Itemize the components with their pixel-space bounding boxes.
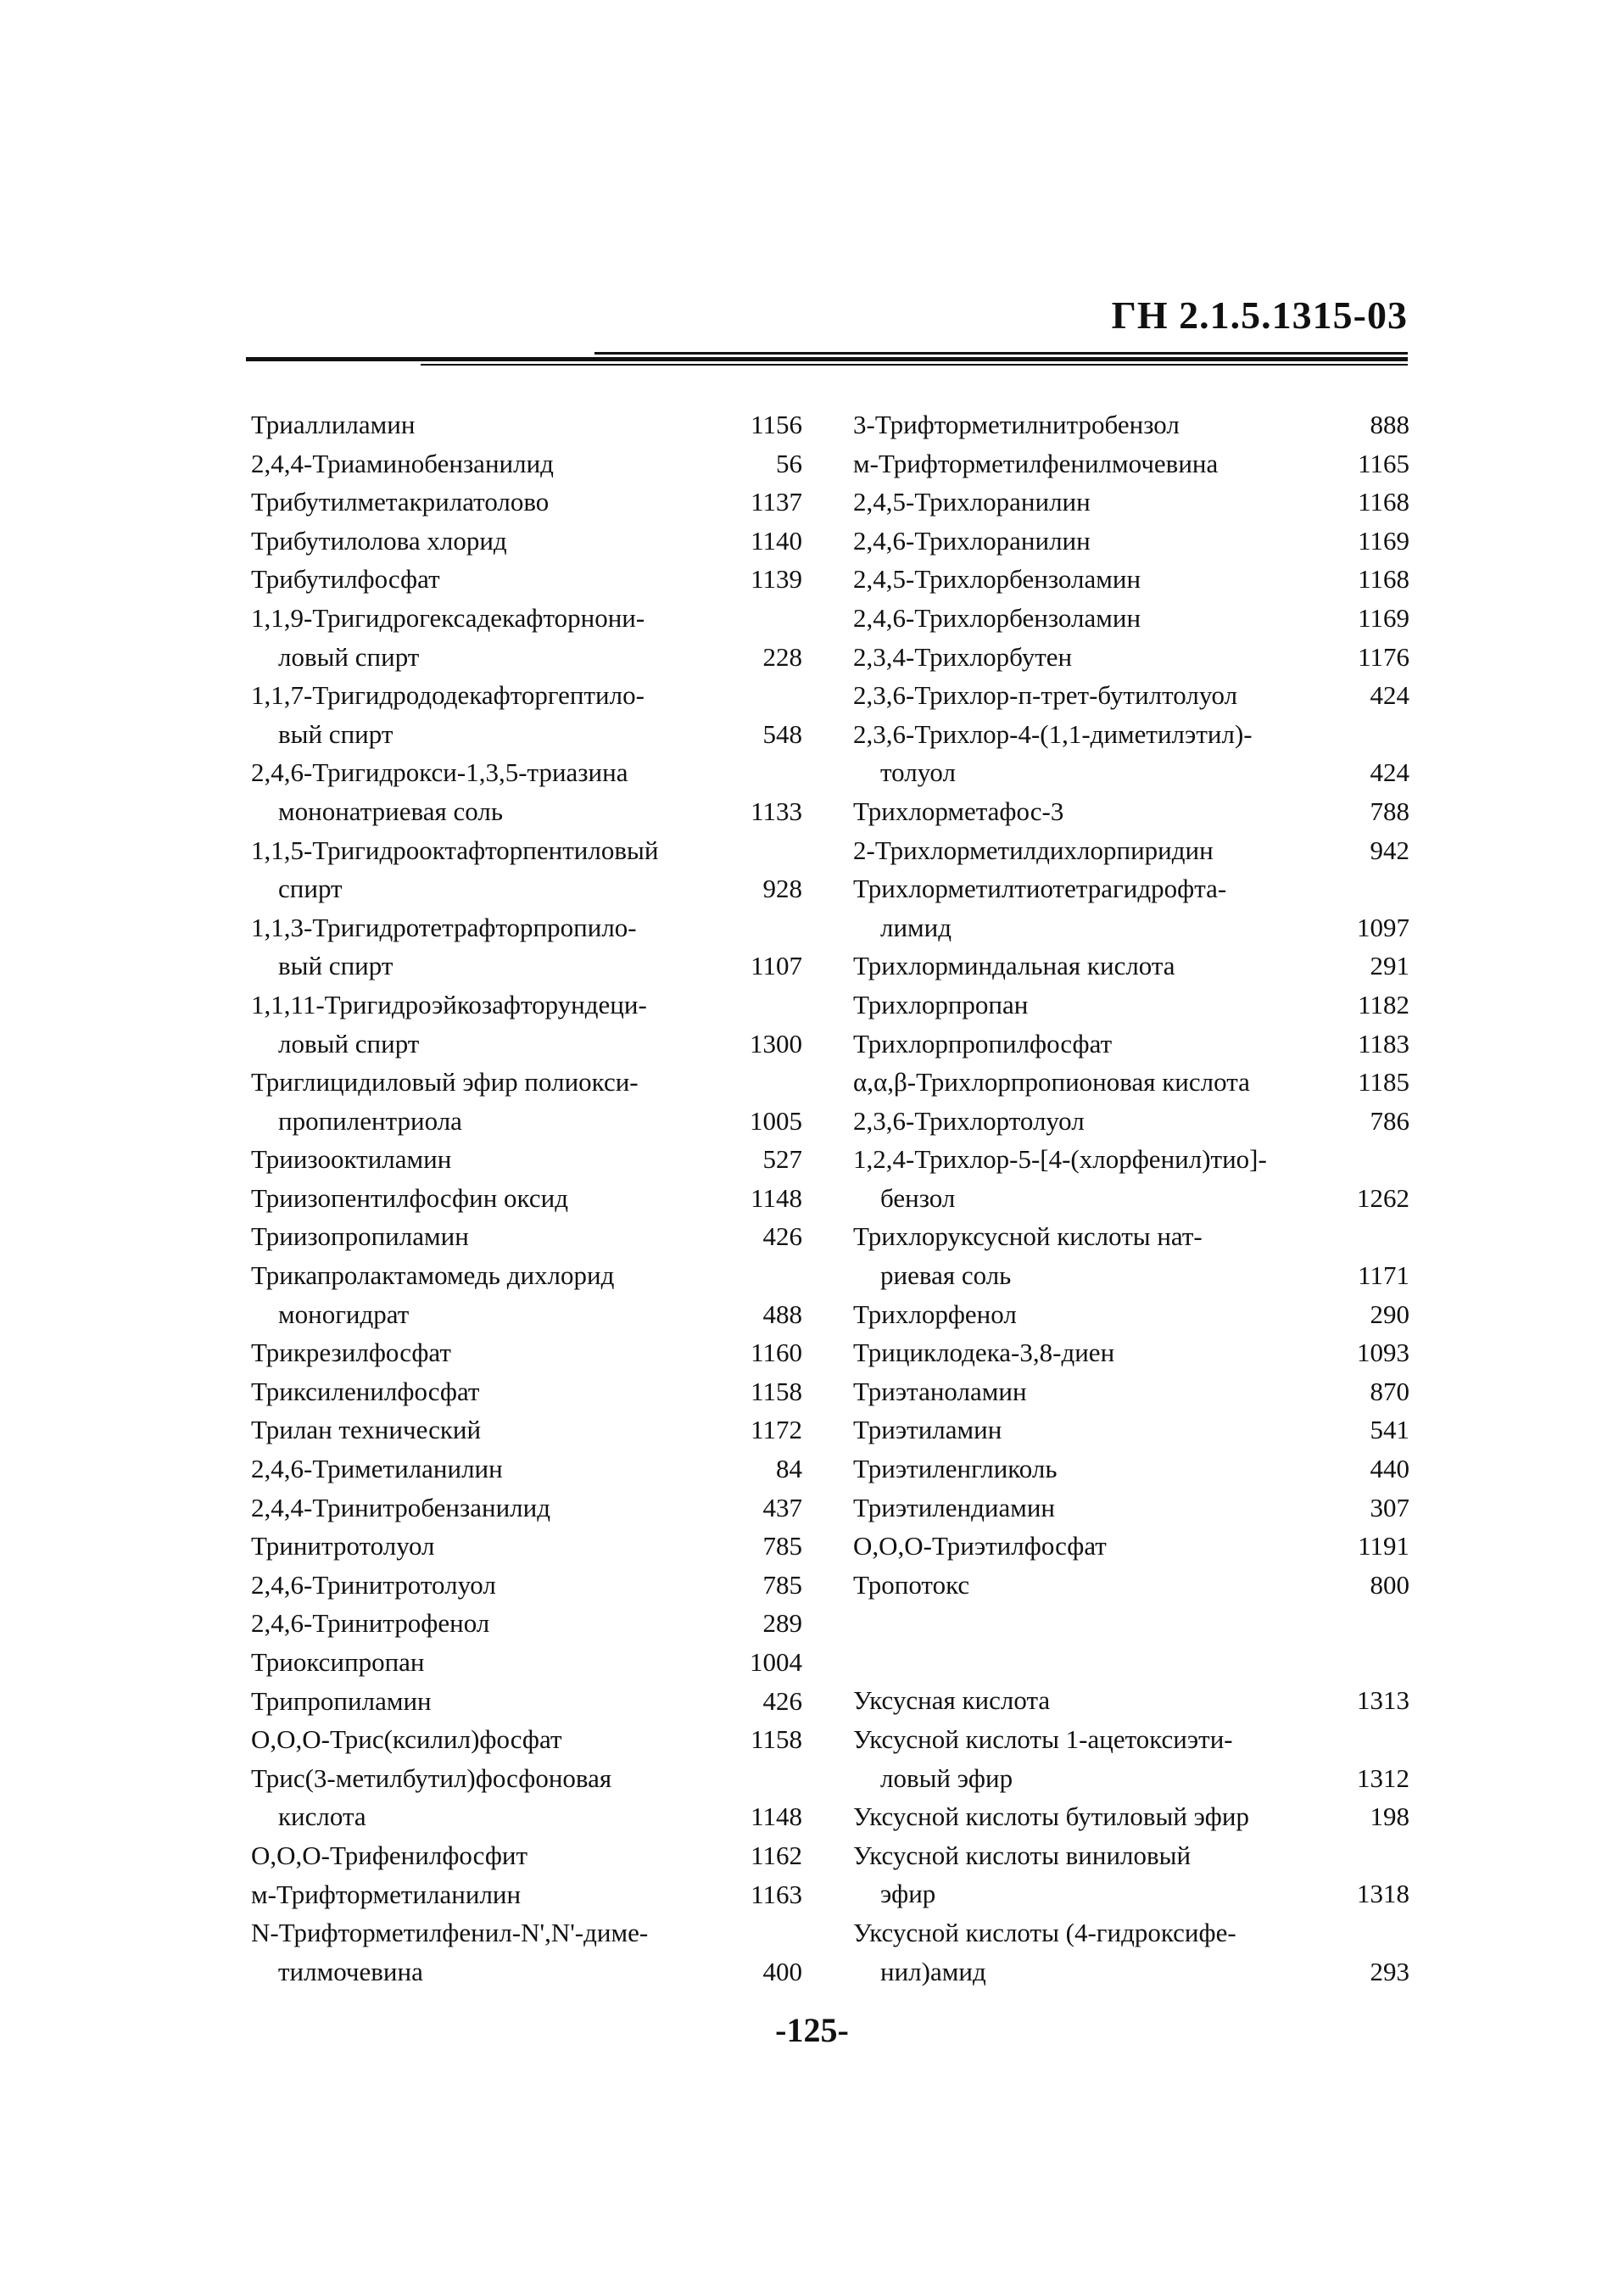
index-entry bbox=[853, 831, 1409, 870]
index-entry-continuation bbox=[251, 1025, 802, 1064]
index-entry bbox=[251, 522, 802, 561]
index-entry bbox=[251, 1836, 802, 1875]
index-page-ref: 1191 bbox=[1358, 1531, 1409, 1561]
index-page-ref: 870 bbox=[1370, 1376, 1409, 1406]
index-entry-continuation bbox=[853, 1952, 1409, 1991]
index-entry-continuation bbox=[853, 1874, 1409, 1913]
index-term: 2,4,6-Тринитрофенол bbox=[251, 1608, 490, 1639]
index-entry bbox=[853, 1025, 1409, 1064]
index-entry-line bbox=[251, 1333, 802, 1372]
index-entry bbox=[853, 1489, 1409, 1528]
index-term: Тринитротолуол bbox=[251, 1531, 435, 1561]
index-term: 2,4,6-Тригидрокси-1,3,5-триазина bbox=[251, 757, 628, 788]
index-entry bbox=[853, 1063, 1409, 1102]
index-term: 1,1,7-Тригидрододекафторгептило- bbox=[251, 680, 645, 711]
index-term: Триэтаноламин bbox=[853, 1376, 1027, 1406]
index-term: мононатриевая соль bbox=[278, 796, 503, 826]
index-page-ref: 293 bbox=[1370, 1956, 1409, 1986]
index-page-ref: 1097 bbox=[1357, 912, 1409, 942]
index-term: 2,3,6-Трихлортолуол bbox=[853, 1105, 1085, 1136]
index-entry-line bbox=[853, 986, 1409, 1025]
index-entry bbox=[251, 483, 802, 522]
index-entry-line bbox=[853, 1217, 1409, 1256]
index-entry-continuation bbox=[251, 869, 802, 908]
index-term: Триизопентилфосфин оксид bbox=[251, 1182, 568, 1213]
index-entry-line bbox=[251, 1410, 802, 1450]
index-term: 2,4,6-Трихлорбензоламин bbox=[853, 602, 1141, 633]
index-entry-line bbox=[251, 1720, 802, 1759]
index-term: Трикапролактамомедь дихлорид bbox=[251, 1260, 615, 1291]
index-entry bbox=[853, 1797, 1409, 1836]
index-entry-line bbox=[251, 1179, 802, 1218]
index-term: α,α,β-Трихлорпропионовая кислота bbox=[853, 1067, 1250, 1098]
index-term: 2,3,6-Трихлор-4-(1,1-диметилэтил)- bbox=[853, 718, 1253, 749]
index-term: O,O,O-Трифенилфосфит bbox=[251, 1840, 528, 1870]
index-entry-line bbox=[251, 599, 802, 638]
index-term: 2,3,6-Трихлор-п-трет-бутилтолуол bbox=[853, 680, 1238, 711]
index-page-ref: 228 bbox=[762, 641, 802, 672]
document-code: ГН 2.1.5.1315-03 bbox=[1111, 293, 1408, 337]
index-page-ref: 1139 bbox=[751, 564, 802, 595]
index-entry-line bbox=[251, 522, 802, 561]
header-rule bbox=[246, 352, 1408, 367]
index-entry-continuation bbox=[853, 753, 1409, 792]
index-entry bbox=[853, 444, 1409, 483]
index-page-ref: 1004 bbox=[750, 1647, 802, 1677]
index-entry-line bbox=[251, 1372, 802, 1411]
index-page-ref: 1318 bbox=[1357, 1879, 1409, 1909]
index-entry-line bbox=[251, 1217, 802, 1256]
index-entry-line bbox=[251, 1489, 802, 1528]
index-page-ref: 307 bbox=[1370, 1492, 1409, 1522]
index-term: м-Трифторметилфенилмочевина bbox=[853, 448, 1219, 478]
index-entry bbox=[853, 1450, 1409, 1489]
index-page-ref: 1005 bbox=[750, 1105, 802, 1136]
index-term: Трихлоруксусной кислоты нат- bbox=[853, 1221, 1203, 1252]
index-page-ref: 290 bbox=[1370, 1299, 1409, 1329]
index-page-ref: 437 bbox=[762, 1492, 802, 1522]
index-entry-continuation bbox=[251, 1797, 802, 1836]
index-term: 2,4,4-Тринитробензанилид bbox=[251, 1492, 551, 1522]
index-term: нил)амид bbox=[880, 1956, 986, 1986]
index-page-ref: 786 bbox=[1370, 1105, 1409, 1136]
index-entry bbox=[853, 1217, 1409, 1294]
index-page-ref: 289 bbox=[762, 1608, 802, 1639]
index-entry bbox=[251, 405, 802, 444]
index-page-ref: 1262 bbox=[1357, 1182, 1409, 1213]
index-entry-line bbox=[251, 1875, 802, 1914]
index-page-ref: 1168 bbox=[1358, 564, 1409, 595]
index-entry-continuation bbox=[251, 715, 802, 754]
index-term: толуол bbox=[880, 757, 956, 788]
index-term: Трилан технический bbox=[251, 1415, 482, 1445]
index-term: Трибутилметакрилатолово bbox=[251, 487, 550, 517]
index-entry bbox=[853, 1333, 1409, 1372]
index-entry-line bbox=[251, 1256, 802, 1295]
index-entry bbox=[853, 869, 1409, 947]
index-page-ref: 1107 bbox=[751, 951, 802, 981]
index-entry-line bbox=[853, 599, 1409, 638]
index-term: Трибутилфосфат bbox=[251, 564, 440, 595]
index-term: Трихлорпропан bbox=[853, 989, 1029, 1019]
index-page-ref: 291 bbox=[1370, 951, 1409, 981]
index-entry-continuation bbox=[251, 1102, 802, 1141]
index-term: риевая соль bbox=[880, 1260, 1012, 1291]
index-entry-line bbox=[853, 1140, 1409, 1179]
index-term: Трихлорфенол bbox=[853, 1299, 1017, 1329]
index-page-ref: 1148 bbox=[751, 1182, 802, 1213]
index-entry bbox=[853, 1102, 1409, 1141]
index-entry-line bbox=[251, 1527, 802, 1566]
index-entry bbox=[251, 676, 802, 753]
header-rule-line bbox=[594, 352, 1408, 355]
index-entry bbox=[251, 1217, 802, 1256]
index-entry-line bbox=[853, 483, 1409, 522]
index-entry bbox=[853, 1836, 1409, 1913]
index-term: 2,3,4-Трихлорбутен bbox=[853, 641, 1073, 672]
index-entry bbox=[853, 1913, 1409, 1991]
index-term: 2,4,5-Трихлорбензоламин bbox=[853, 564, 1141, 595]
index-term: Уксусной кислоты 1-ацетоксиэти- bbox=[853, 1724, 1233, 1754]
index-term: O,O,O-Триэтилфосфат bbox=[853, 1531, 1107, 1561]
index-term: кислота bbox=[278, 1801, 366, 1832]
index-entry-line bbox=[251, 676, 802, 715]
index-term: Трициклодека-3,8-диен bbox=[853, 1338, 1115, 1368]
index-term: м-Трифторметиланилин bbox=[251, 1879, 522, 1909]
index-entry bbox=[251, 1410, 802, 1450]
index-entry-continuation bbox=[251, 638, 802, 677]
index-entry-line bbox=[251, 444, 802, 483]
index-page-ref: 198 bbox=[1370, 1801, 1409, 1832]
index-entry-line bbox=[251, 753, 802, 792]
page-number: -125- bbox=[775, 2011, 849, 2049]
index-entry-continuation bbox=[251, 792, 802, 831]
index-page-ref: 785 bbox=[762, 1569, 802, 1600]
header-rule-line bbox=[246, 357, 1408, 361]
index-term: Триэтилендиамин bbox=[853, 1492, 1056, 1522]
index-entry-line bbox=[853, 676, 1409, 715]
index-page-ref: 785 bbox=[762, 1531, 802, 1561]
index-term: O,O,O-Трис(ксилил)фосфат bbox=[251, 1724, 562, 1755]
index-term: Уксусная кислота bbox=[853, 1685, 1051, 1716]
index-entry bbox=[853, 483, 1409, 522]
index-entry bbox=[853, 638, 1409, 677]
index-entry bbox=[251, 599, 802, 676]
header-rule-line bbox=[421, 364, 1409, 366]
index-entry bbox=[853, 599, 1409, 638]
index-entry-line bbox=[251, 483, 802, 522]
index-page-ref: 1158 bbox=[751, 1724, 802, 1755]
index-page-ref: 84 bbox=[776, 1454, 802, 1484]
index-term: спирт bbox=[278, 874, 343, 904]
index-term: 2,4,5-Трихлоранилин bbox=[853, 487, 1091, 517]
index-entry-line bbox=[853, 1836, 1409, 1875]
index-term: Триаллиламин bbox=[251, 410, 416, 439]
index-page-ref: 1183 bbox=[1358, 1028, 1409, 1059]
index-entry bbox=[853, 715, 1409, 792]
index-entry-continuation bbox=[853, 908, 1409, 947]
index-term: Триглицидиловый эфир полиокси- bbox=[251, 1067, 639, 1098]
index-term: ловый эфир bbox=[880, 1762, 1013, 1793]
index-entry-continuation bbox=[853, 1256, 1409, 1295]
index-entry-line bbox=[251, 1682, 802, 1721]
index-page-ref: 1171 bbox=[1358, 1260, 1409, 1291]
index-term: пропилентриола bbox=[278, 1105, 462, 1136]
index-entry bbox=[251, 1179, 802, 1218]
index-entry bbox=[251, 1759, 802, 1836]
index-entry-line bbox=[853, 1527, 1409, 1566]
index-page-ref: 1137 bbox=[751, 487, 802, 517]
index-entry bbox=[853, 1527, 1409, 1566]
index-page-ref: 1176 bbox=[1358, 641, 1409, 672]
index-page-ref: 1158 bbox=[751, 1376, 802, 1406]
index-entry bbox=[853, 405, 1409, 444]
index-entry-line bbox=[853, 1102, 1409, 1141]
index-term: вый спирт bbox=[278, 718, 393, 749]
index-term: Уксусной кислоты (4-гидроксифе- bbox=[853, 1917, 1236, 1947]
index-entry bbox=[251, 1140, 802, 1179]
index-term: Триизопропиламин bbox=[251, 1221, 469, 1252]
index-entry-line bbox=[251, 831, 802, 870]
index-term: N-Трифторметилфенил-N',N'-диме- bbox=[251, 1918, 649, 1948]
index-entry bbox=[251, 1489, 802, 1528]
index-entry bbox=[251, 1720, 802, 1759]
index-entry-line bbox=[853, 1797, 1409, 1836]
index-page-ref: 1182 bbox=[1358, 989, 1409, 1019]
index-entry bbox=[251, 1372, 802, 1411]
index-term: Триэтиламин bbox=[853, 1415, 1002, 1445]
index-entry bbox=[853, 792, 1409, 831]
index-entry bbox=[251, 1682, 802, 1721]
index-entry-line bbox=[853, 715, 1409, 754]
index-term: 2,4,6-Трихлоранилин bbox=[853, 525, 1091, 556]
index-term: Трихлорметафос-3 bbox=[853, 796, 1064, 826]
index-term: Трихлорпропилфосфат bbox=[853, 1028, 1113, 1059]
index-term: 2,4,4-Триаминобензанилид bbox=[251, 448, 554, 478]
index-entry-continuation bbox=[251, 1295, 802, 1334]
index-page-ref: 56 bbox=[776, 448, 802, 478]
index-entry-line bbox=[853, 1489, 1409, 1528]
index-page-ref: 424 bbox=[1370, 757, 1409, 788]
index-entry bbox=[251, 753, 802, 830]
index-entry bbox=[853, 522, 1409, 561]
index-entry bbox=[251, 1913, 802, 1991]
index-term: тилмочевина bbox=[278, 1956, 423, 1986]
index-entry-line bbox=[251, 1063, 802, 1102]
index-entry-line bbox=[853, 1333, 1409, 1372]
index-entry bbox=[251, 986, 802, 1063]
index-entry bbox=[251, 1063, 802, 1140]
index-term: Тропотокс bbox=[853, 1569, 970, 1600]
index-entry bbox=[251, 1604, 802, 1643]
index-page-ref: 1140 bbox=[751, 525, 802, 556]
index-entry-line bbox=[853, 1720, 1409, 1759]
index-term: Трипропиламин bbox=[251, 1685, 432, 1716]
index-page-ref: 928 bbox=[762, 874, 802, 904]
index-entry bbox=[853, 947, 1409, 986]
index-entry bbox=[251, 1566, 802, 1605]
index-term: ловый спирт bbox=[278, 641, 420, 672]
index-term: Триксиленилфосфат bbox=[251, 1376, 480, 1406]
index-term: эфир bbox=[880, 1879, 936, 1909]
index-entry-line bbox=[853, 1410, 1409, 1450]
index-entry-line bbox=[853, 522, 1409, 561]
index-term: вый спирт bbox=[278, 951, 393, 981]
index-entry bbox=[853, 676, 1409, 715]
index-page-ref: 527 bbox=[762, 1144, 802, 1175]
index-term: лимид bbox=[880, 912, 952, 942]
index-term: Уксусной кислоты бутиловый эфир bbox=[853, 1801, 1249, 1832]
index-entry bbox=[853, 986, 1409, 1025]
index-entry-continuation bbox=[853, 1179, 1409, 1218]
index-page-ref: 1169 bbox=[1358, 602, 1409, 633]
index-page-ref: 1163 bbox=[751, 1879, 802, 1909]
index-page-ref: 1162 bbox=[751, 1840, 802, 1870]
index-page-ref: 548 bbox=[762, 718, 802, 749]
index-page-ref: 1300 bbox=[750, 1028, 802, 1059]
index-page-ref: 1312 bbox=[1357, 1762, 1409, 1793]
index-entry bbox=[251, 1450, 802, 1489]
index-entry-line bbox=[251, 1836, 802, 1875]
index-entry-line bbox=[853, 1450, 1409, 1489]
index-term: 1,1,11-Тригидроэйкозафторундеци- bbox=[251, 989, 647, 1019]
index-term: Триэтиленгликоль bbox=[853, 1454, 1058, 1484]
index-entry bbox=[853, 1681, 1409, 1720]
index-term: 2,4,6-Триметиланилин bbox=[251, 1454, 503, 1484]
index-term: Трикрезилфосфат bbox=[251, 1338, 451, 1368]
index-entry bbox=[853, 1295, 1409, 1334]
index-page-ref: 400 bbox=[762, 1956, 802, 1986]
index-entry-line bbox=[251, 1450, 802, 1489]
index-term: 1,2,4-Трихлор-5-[4-(хлорфенил)тио]- bbox=[853, 1144, 1267, 1175]
index-term: Уксусной кислоты виниловый bbox=[853, 1840, 1191, 1870]
index-entry bbox=[251, 1643, 802, 1682]
index-page-ref: 942 bbox=[1370, 835, 1409, 865]
index-entry bbox=[251, 831, 802, 908]
index-page-ref: 1185 bbox=[1358, 1067, 1409, 1098]
index-entry-line bbox=[853, 405, 1409, 444]
index-term: Трибутилолова хлорид bbox=[251, 525, 507, 556]
index-entry-line bbox=[853, 947, 1409, 986]
index-entry-line bbox=[853, 1913, 1409, 1952]
index-entry bbox=[853, 1566, 1409, 1605]
index-term: моногидрат bbox=[278, 1299, 410, 1329]
index-term: 1,1,9-Тригидрогексадекафторнони- bbox=[251, 602, 645, 633]
index-term: 2-Трихлорметилдихлорпиридин bbox=[853, 835, 1214, 865]
index-page-ref: 788 bbox=[1370, 796, 1409, 826]
index-entry-line bbox=[853, 1063, 1409, 1102]
index-entry bbox=[251, 1256, 802, 1333]
index-entry-line bbox=[251, 1759, 802, 1798]
index-term: Триоксипропан bbox=[251, 1647, 425, 1677]
index-entry-line bbox=[251, 560, 802, 599]
index-entry-line bbox=[853, 560, 1409, 599]
index-entry-continuation bbox=[853, 1759, 1409, 1798]
index-page-ref: 888 bbox=[1370, 410, 1409, 439]
index-term: Трихлорметилтиотетрагидрофта- bbox=[853, 874, 1227, 904]
section-gap bbox=[853, 1604, 1409, 1681]
index-term: 3-Трифторметилнитробензол bbox=[853, 410, 1180, 439]
index-entry-line bbox=[853, 792, 1409, 831]
index-entry-line bbox=[251, 405, 802, 444]
index-entry-line bbox=[853, 831, 1409, 870]
index-entry-line bbox=[853, 1566, 1409, 1605]
index-page-ref: 1172 bbox=[751, 1415, 802, 1445]
index-entry bbox=[251, 1875, 802, 1914]
index-page-ref: 1148 bbox=[751, 1801, 802, 1832]
index-entry-line bbox=[853, 1025, 1409, 1064]
index-page-ref: 1093 bbox=[1357, 1338, 1409, 1368]
index-entry-line bbox=[853, 1372, 1409, 1411]
index-entry-continuation bbox=[251, 947, 802, 986]
index-term: Трихлорминдальная кислота bbox=[853, 951, 1175, 981]
index-term: ловый спирт bbox=[278, 1028, 420, 1059]
index-page-ref: 488 bbox=[762, 1299, 802, 1329]
index-entry bbox=[853, 1140, 1409, 1217]
index-entry-line bbox=[853, 1681, 1409, 1720]
index-column-right bbox=[853, 405, 1409, 1991]
index-entry-continuation bbox=[251, 1952, 802, 1991]
index-entry-line bbox=[251, 986, 802, 1025]
index-page-ref: 800 bbox=[1370, 1569, 1409, 1600]
index-entry-line bbox=[251, 1604, 802, 1643]
index-page-ref: 426 bbox=[762, 1221, 802, 1252]
index-page-ref: 1168 bbox=[1358, 487, 1409, 517]
index-term: 1,1,3-Тригидротетрафторпропило- bbox=[251, 912, 637, 942]
index-term: 1,1,5-Тригидрооктафторпентиловый bbox=[251, 835, 659, 865]
index-column-left bbox=[251, 405, 802, 1991]
index-entry-line bbox=[853, 869, 1409, 908]
index-entry bbox=[251, 560, 802, 599]
index-page-ref: 541 bbox=[1370, 1415, 1409, 1445]
index-page-ref: 1169 bbox=[1358, 525, 1409, 556]
index-page-ref: 1313 bbox=[1357, 1685, 1409, 1716]
index-entry bbox=[853, 1372, 1409, 1411]
index-entry bbox=[251, 1333, 802, 1372]
index-entry bbox=[251, 1527, 802, 1566]
index-page-ref: 1156 bbox=[751, 410, 802, 439]
index-page-ref: 1133 bbox=[751, 796, 802, 826]
index-entry-line bbox=[853, 444, 1409, 483]
index-entry bbox=[853, 1720, 1409, 1797]
index-term: 2,4,6-Тринитротолуол bbox=[251, 1569, 496, 1600]
index-page-ref: 1160 bbox=[751, 1338, 802, 1368]
index-entry-line bbox=[853, 638, 1409, 677]
index-entry-line bbox=[251, 1913, 802, 1952]
index-page-ref: 424 bbox=[1370, 680, 1409, 711]
index-term: Триизооктиламин bbox=[251, 1144, 452, 1175]
index-entry-line bbox=[251, 1643, 802, 1682]
index-term: Трис(3-метилбутил)фосфоновая bbox=[251, 1762, 612, 1793]
index-term: бензол bbox=[880, 1182, 956, 1213]
index-entry bbox=[853, 1410, 1409, 1450]
index-entry bbox=[853, 560, 1409, 599]
index-entry-line bbox=[251, 1140, 802, 1179]
index-page-ref: 426 bbox=[762, 1685, 802, 1716]
index-entry bbox=[251, 908, 802, 986]
index-entry bbox=[251, 444, 802, 483]
index-page-ref: 1165 bbox=[1358, 448, 1409, 478]
index-entry-line bbox=[853, 1295, 1409, 1334]
index-entry-line bbox=[251, 908, 802, 947]
index-page-ref: 440 bbox=[1370, 1454, 1409, 1484]
index-entry-line bbox=[251, 1566, 802, 1605]
